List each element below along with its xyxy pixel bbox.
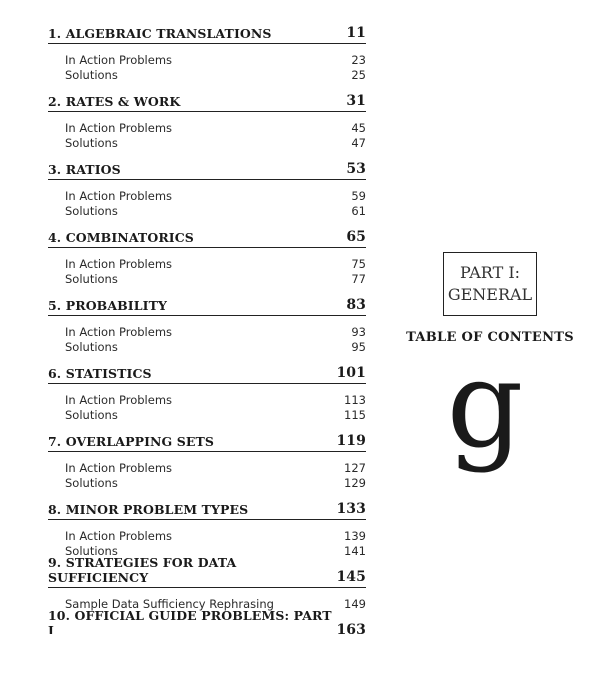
chapter-title: 9. STRATEGIES FOR DATA SUFFICIENCY: [48, 555, 237, 585]
chapter-page: 119: [336, 433, 366, 449]
subsection-page: 139: [344, 529, 366, 543]
toc-title: TABLE OF CONTENTS: [406, 330, 574, 345]
subsection-label: In Action Problems: [65, 529, 173, 543]
part-box: [443, 252, 537, 316]
subsection-list: [48, 316, 366, 364]
subsection-entry[interactable]: [65, 204, 366, 219]
subsection-entry[interactable]: [65, 189, 366, 204]
chapter-entry: [48, 608, 366, 634]
subsection-page: 149: [344, 597, 366, 611]
subsection-list: [48, 452, 366, 500]
chapter-heading[interactable]: [48, 24, 366, 44]
subsection-page: 113: [344, 393, 366, 407]
subsection-list: [48, 248, 366, 296]
chapter-heading[interactable]: [48, 608, 366, 634]
chapter-entry: [48, 296, 366, 364]
chapter-heading[interactable]: [48, 160, 366, 180]
chapter-page: 163: [336, 622, 366, 634]
chapter-page: 53: [346, 161, 366, 177]
chapter-entry: [48, 92, 366, 160]
chapter-page: 101: [336, 365, 366, 381]
subsection-label: In Action Problems: [65, 257, 173, 271]
subsection-label: Solutions: [65, 408, 118, 422]
subsection-page: 115: [344, 408, 366, 422]
subsection-entry[interactable]: [65, 53, 366, 68]
part-label: PART I:: [459, 263, 521, 282]
chapter-title: 6. STATISTICS: [48, 366, 152, 381]
subsection-page: 129: [344, 476, 366, 490]
chapter-heading[interactable]: [48, 555, 366, 588]
logo-icon: g: [446, 336, 524, 475]
chapter-heading[interactable]: [48, 296, 366, 316]
chapter-page: 83: [346, 297, 366, 313]
subsection-label: In Action Problems: [65, 53, 173, 67]
subsection-entry[interactable]: [65, 408, 366, 423]
chapter-title: 10. OFFICIAL GUIDE PROBLEMS: PART I: [48, 608, 332, 634]
table-of-contents: [48, 24, 366, 634]
subsection-page: 93: [351, 325, 366, 339]
subsection-list: [48, 112, 366, 160]
subsection-page: 23: [351, 53, 366, 67]
subsection-label: Solutions: [65, 476, 118, 490]
chapter-title: 7. OVERLAPPING SETS: [48, 434, 215, 449]
subsection-label: Solutions: [65, 272, 118, 286]
subsection-list: [48, 44, 366, 92]
subsection-entry[interactable]: [65, 476, 366, 491]
subsection-page: 45: [351, 121, 366, 135]
subsection-entry[interactable]: [65, 325, 366, 340]
subsection-label: In Action Problems: [65, 325, 173, 339]
subsection-entry[interactable]: [65, 121, 366, 136]
subsection-page: 77: [351, 272, 366, 286]
chapter-entry: [48, 432, 366, 500]
subsection-label: Solutions: [65, 136, 118, 150]
subsection-list: [48, 180, 366, 228]
subsection-label: Solutions: [65, 544, 118, 558]
subsection-entry[interactable]: [65, 68, 366, 83]
subsection-label: In Action Problems: [65, 461, 173, 475]
subsection-entry[interactable]: [65, 340, 366, 355]
subsection-label: Solutions: [65, 68, 118, 82]
chapter-page: 11: [346, 25, 366, 41]
chapter-heading[interactable]: [48, 92, 366, 112]
chapter-page: 145: [336, 569, 366, 585]
chapter-page: 31: [346, 93, 366, 109]
subsection-label: In Action Problems: [65, 189, 173, 203]
subsection-page: 95: [351, 340, 366, 354]
chapter-title: 3. RATIOS: [48, 162, 121, 177]
subsection-list: [48, 384, 366, 432]
subsection-page: 127: [344, 461, 366, 475]
subsection-entry[interactable]: [65, 272, 366, 287]
chapter-title: 1. ALGEBRAIC TRANSLATIONS: [48, 26, 272, 41]
subsection-label: In Action Problems: [65, 121, 173, 135]
subsection-entry[interactable]: [65, 136, 366, 151]
chapter-heading[interactable]: [48, 228, 366, 248]
chapter-heading[interactable]: [48, 432, 366, 452]
subsection-page: 59: [351, 189, 366, 203]
chapter-title: 4. COMBINATORICS: [48, 230, 194, 245]
part-name: GENERAL: [447, 285, 533, 304]
subsection-label: Solutions: [65, 340, 118, 354]
side-panel: [400, 252, 580, 475]
chapter-page: 133: [336, 501, 366, 517]
chapter-entry: [48, 24, 366, 92]
chapter-heading[interactable]: [48, 364, 366, 384]
subsection-label: In Action Problems: [65, 393, 173, 407]
subsection-label: Sample Data Sufficiency Rephrasing: [65, 597, 274, 611]
chapter-heading[interactable]: [48, 500, 366, 520]
subsection-page: 75: [351, 257, 366, 271]
chapter-entry: [48, 228, 366, 296]
subsection-entry[interactable]: [65, 529, 366, 544]
chapter-title: 8. MINOR PROBLEM TYPES: [48, 502, 249, 517]
subsection-entry[interactable]: [65, 461, 366, 476]
chapter-title: 2. RATES & WORK: [48, 94, 181, 109]
chapter-entry: [48, 364, 366, 432]
subsection-page: 25: [351, 68, 366, 82]
subsection-page: 141: [344, 544, 366, 558]
chapter-title: 5. PROBABILITY: [48, 298, 168, 313]
subsection-page: 47: [351, 136, 366, 150]
chapter-entry: [48, 160, 366, 228]
subsection-label: Solutions: [65, 204, 118, 218]
subsection-entry[interactable]: [65, 257, 366, 272]
chapter-page: 65: [346, 229, 366, 245]
subsection-page: 61: [351, 204, 366, 218]
subsection-entry[interactable]: [65, 393, 366, 408]
